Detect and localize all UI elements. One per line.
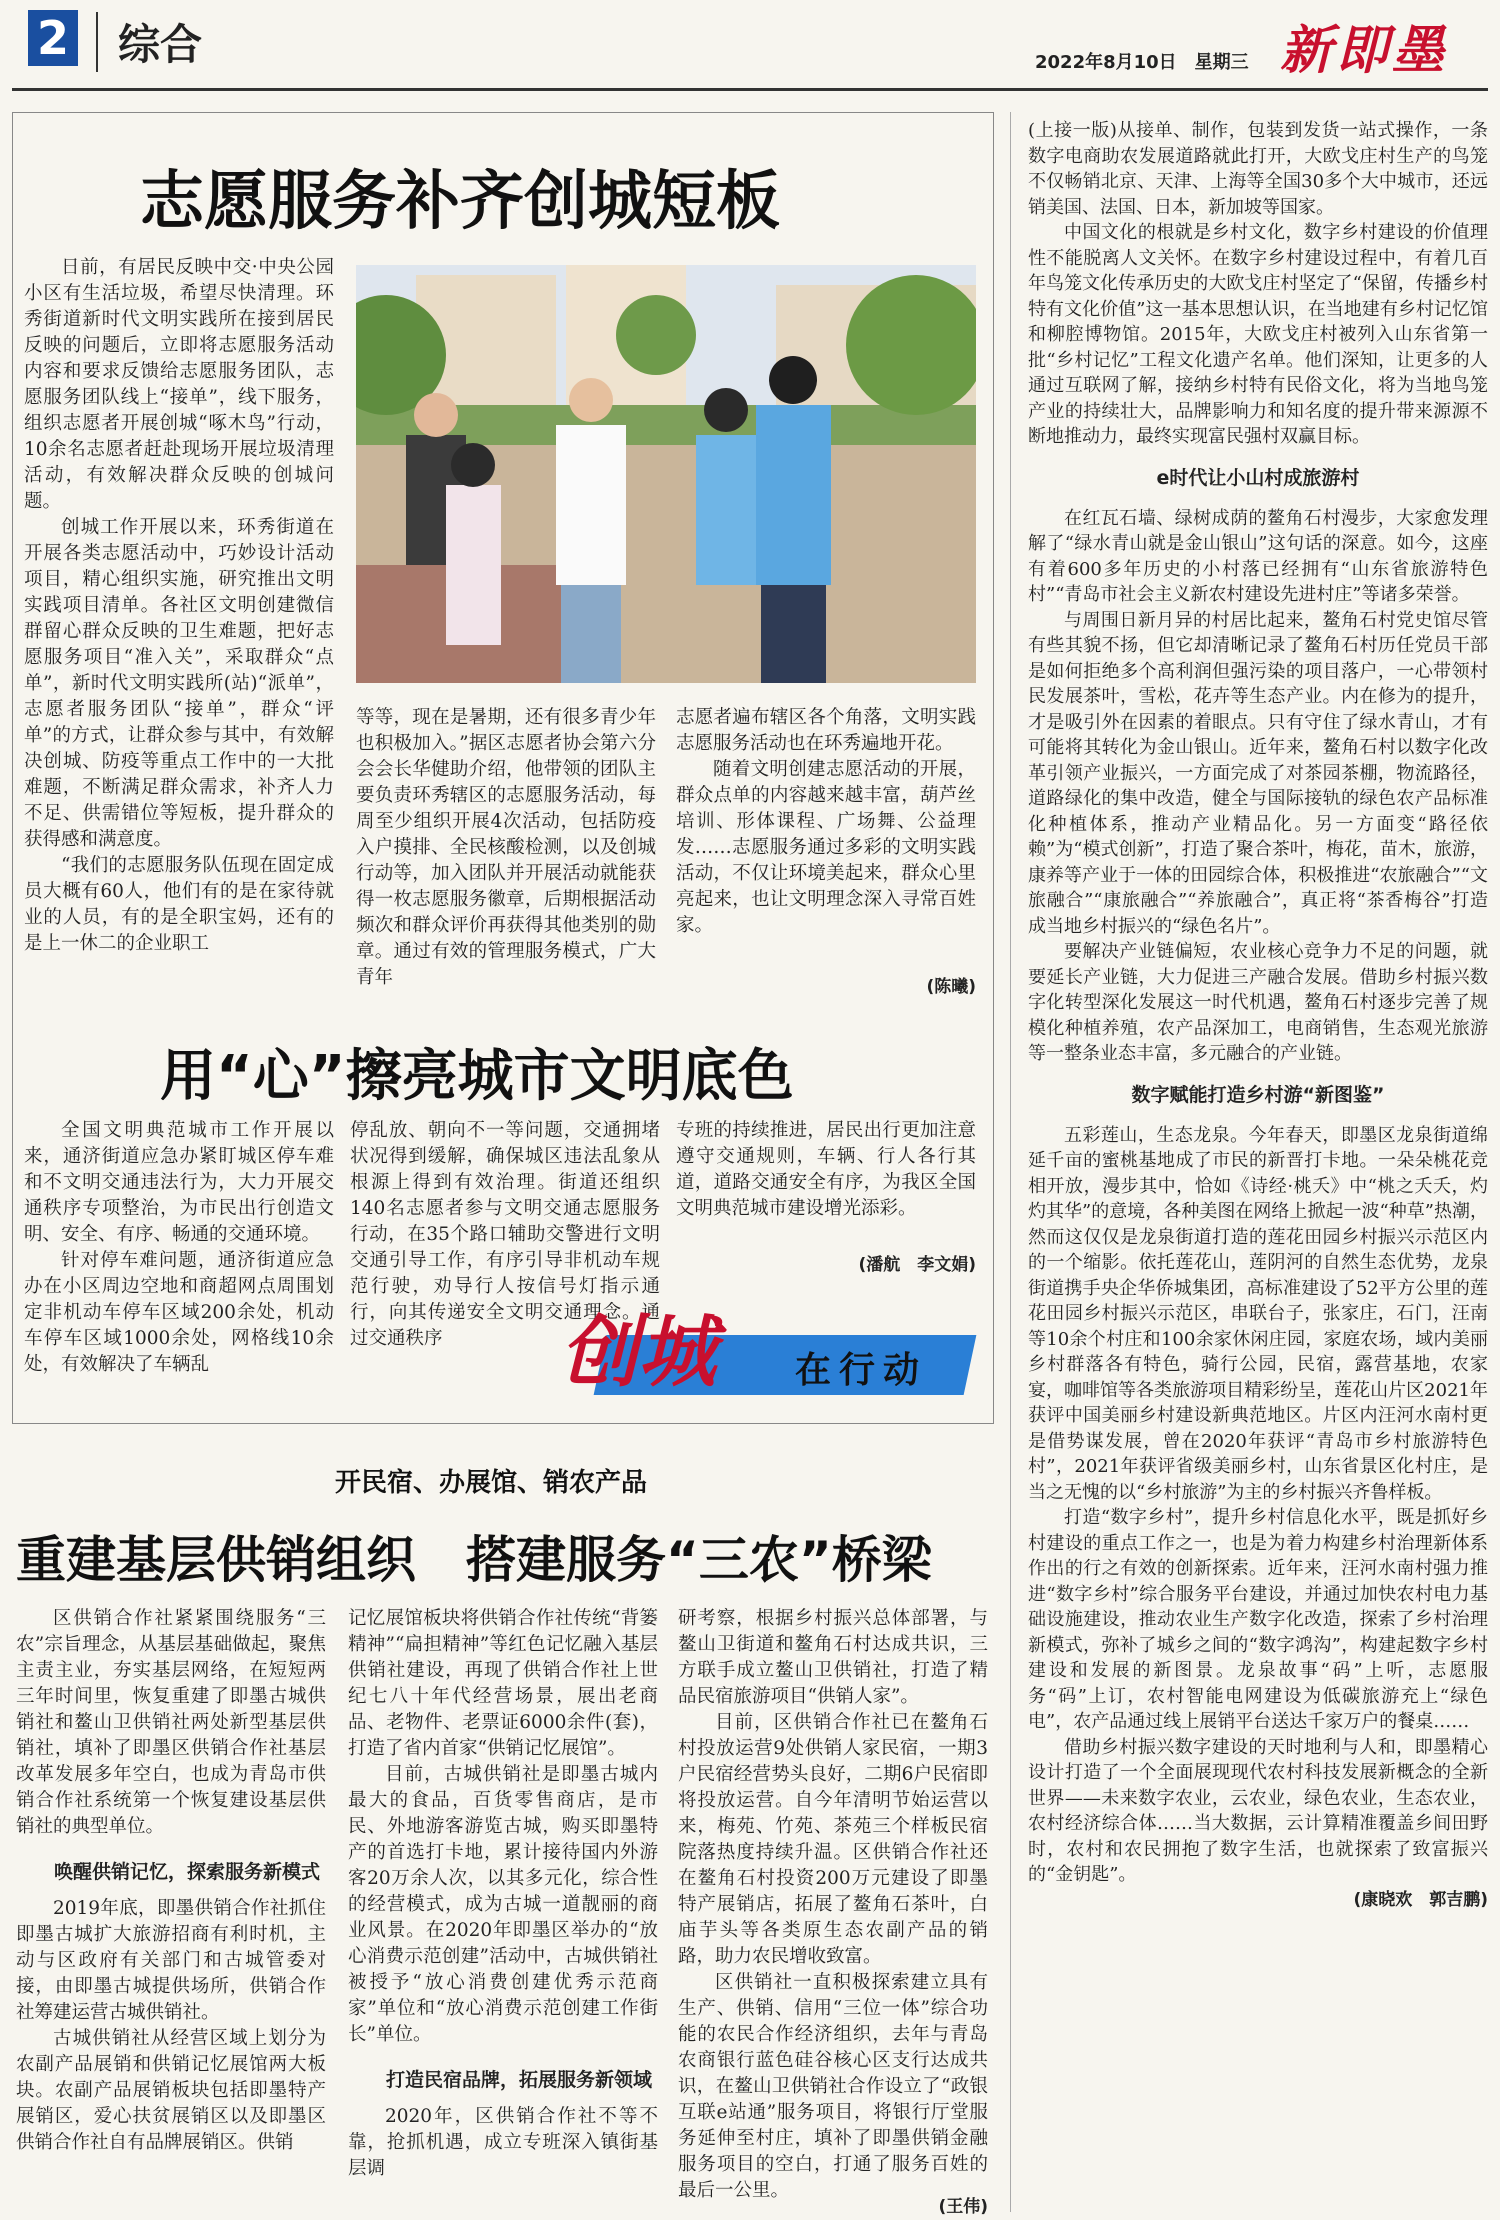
paragraph: 针对停车难问题，通济街道应急办在小区周边空地和商超网点周围划定非机动车停车区域200余处，机动车停车区域1000余处，网格线10余处，有效解决了车辆乱: [24, 1250, 334, 1375]
volunteer-photo: [356, 265, 976, 683]
photo-illustration: [356, 265, 976, 683]
article3-byline: (王伟): [938, 2197, 988, 2217]
paragraph: 随着文明创建志愿活动的开展，群众点单的内容越来越丰富，葫芦丝培训、形体课程、广场舞、公益理发……志愿服务通过多彩的文明实践活动，不仅让环境美起来，群众心里亮起来，也让文明理念深入寻常百姓家。: [676, 759, 976, 936]
article2-col1: [24, 1118, 334, 1378]
issue-date: 2022年8月10日 星期三: [1035, 52, 1249, 73]
paragraph: 研考察，根据乡村振兴总体部署，与鳌山卫街道和鳌角石村达成共识，三方联手成立鳌山卫供销社，打造了精品民宿旅游项目“供销人家”。: [678, 1608, 988, 1707]
paragraph: 等等，现在是暑期，还有很多青少年也积极加入。”据区志愿者协会第六分会会长华健助介绍，他带领的团队主要负责环秀辖区的志愿服务活动，每周至少组织开展4次活动，包括防疫入户摸排、全民核酸检测，以及创城行动等，加入团队并开展活动就能获得一枚志愿服务徽章，后期根据活动频次和群众评价再获得其他类别的勋章。通过有效的管理服务模式，广大青年: [356, 707, 656, 988]
article4-column: [1028, 118, 1488, 1913]
paragraph: 打造“数字乡村”，提升乡村信息化水平，既是抓好乡村建设的重点工作之一，也是为着力构建乡村治理新体系作出的行之有效的创新探索。近年来，汪河水南村强力推进“数字乡村”综合服务平台建设，并通过加快农村电力基础设施建设，推动农业生产数字化改造，探索了乡村治理新模式，弥补了城乡之间的“数字鸿沟”，构建起数字乡村建设和发展的新图景。龙泉故事“码”上听，志愿服务“码”上订，农村智能电网建设为低碳旅游充上“绿色电”，农产品通过线上展销平台送达千家万户的餐桌……: [1028, 1507, 1488, 1732]
article4-byline: (康晓欢 郭吉鹏): [1353, 1889, 1488, 1910]
page-number: 2: [28, 10, 78, 66]
article2-col3: [676, 1118, 976, 1222]
paragraph: 在红瓦石墙、绿树成荫的鳌角石村漫步，大家愈发理解了“绿水青山就是金山银山”这句话的深意。如今，这座有着600多年历史的小村落已经拥有“山东省旅游特色村”“青岛市社会主义新农村建设先进村庄”等诸多荣誉。: [1028, 507, 1488, 605]
paragraph: 2020年，区供销合作社不等不靠，抢抓机遇，成立专班深入镇街基层调: [348, 2106, 658, 2179]
article1-title: 志愿服务补齐创城短板: [140, 165, 780, 239]
paragraph: (上接一版)从接单、制作，包装到发货一站式操作，一条数字电商助农发展道路就此打开，大欧戈庄村生产的鸟笼不仅畅销北京、天津、上海等全国30多个大中城市，还远销美国、法国、日本，新加坡等国家。: [1028, 120, 1488, 218]
article2-byline: (潘航 李文娟): [858, 1255, 976, 1275]
paragraph: 目前，区供销合作社已在鳌角石村投放运营9处供销人家民宿，一期3户民宿经营势头良好，二期6户民宿即将投放运营。自今年清明节始运营以来，梅苑、竹苑、茶苑三个样板民宿院落热度持续升温。区供销合作社还在鳌角石村投资200万元建设了即墨特产展销店，拓展了鳌角石茶叶，白庙芋头等各类原生态农副产品的销路，助力农民增收致富。: [678, 1712, 988, 1967]
paragraph: 借助乡村振兴数字建设的天时地利与人和，即墨精心设计打造了一个全面展现现代农村科技发展新概念的全新世界——未来数字农业，云农业，绿色农业，生态农业，农村经济综合体……当大数据，云计算精准覆盖乡间田野时，农村和农民拥抱了数字生活，也就探索了致富振兴的“金钥匙”。: [1028, 1736, 1488, 1885]
paragraph: 与周围日新月异的村居比起来，鳌角石村党史馆尽管有些其貌不扬，但它却清晰记录了鳌角石村历任党员干部是如何拒绝多个高利润但强污染的项目落户，一心带领村民发展茶叶，雪松，花卉等生态产业。内在修为的提升，才是吸引外在因素的着眼点。只有守住了绿水青山，才有可能将其转化为金山银山。近年来，鳌角石村以数字化改革引领产业振兴，一方面完成了对茶园茶棚，物流路径，道路绿化的集中改造，健全与国际接轨的绿色农产品标准化种植体系，推动产业精品化。另一方面变“路径依赖”为“模式创新”，打造了聚合茶叶，梅花，苗木，旅游，康养等产业于一体的田园综合体，积极推进“农旅融合”“文旅融合”“康旅融合”“养旅融合”，真正将“茶香梅谷”打造成当地乡村振兴的“绿色名片”。: [1028, 609, 1488, 937]
logo-main-text: 创城: [560, 1307, 717, 1398]
masthead-logo: 新即墨: [1280, 20, 1449, 81]
paragraph: 中国文化的根就是乡村文化，数字乡村建设的价值理性不能脱离人文关怀。在数字乡村建设过程中，有着几百年鸟笼文化传承历史的大欧戈庄村坚定了“保留，传播乡村特有文化价值”这一基本思想认识，在当地建有乡村记忆馆和柳腔博物馆。2015年，大欧戈庄村被列入山东省第一批“乡村记忆”工程文化遗产名单。他们深知，让更多的人通过互联网了解，接纳乡村特有民俗文化，将为当地鸟笼产业的持续壮大，品牌影响力和知名度的提升带来源源不断地推动力，最终实现富民强村双赢目标。: [1028, 222, 1488, 447]
paragraph: 五彩莲山，生态龙泉。今年春天，即墨区龙泉街道绵延千亩的蜜桃基地成了市民的新晋打卡地。一朵朵桃花竞相开放，漫步其中，恰如《诗经·桃夭》中“桃之夭夭，灼灼其华”的意境，各种美图在网络上掀起一波“种草”热潮，然而这仅仅是龙泉街道打造的莲花田园乡村振兴示范区内的一个缩影。依托莲花山，莲阴河的自然生态优势，龙泉街道携手央企华侨城集团，高标准建设了52平方公里的莲花田园乡村振兴示范区，串联台子，张家庄，石门，汪南等10余个村庄和100余家休闲庄园，家庭农场，域内美丽乡村群落各有特色，骑行公园，民宿，露营基地，农家宴，咖啡馆等各类旅游项目精彩纷呈，莲花山片区2021年获评中国美丽乡村建设新典范地区。片区内汪河水南村更是借势谋发展，曾在2020年获评“青岛市乡村旅游特色村”，2021年获评省级美丽乡村，山东省景区化村庄，是当之无愧的以“乡村旅游”为主的乡村振兴齐鲁样板。: [1028, 1124, 1488, 1503]
article3-col1: [16, 1606, 326, 2156]
paragraph: 区供销社一直积极探索建立具有生产、供销、信用“三位一体”综合功能的农民合作经济组织，去年与青岛农商银行蓝色硅谷核心区支行达成共识，在鳌山卫供销社合作设立了“政银互联e站通”服务项目，将银行厅堂服务延伸至村庄，填补了即墨供销金融服务项目的空白，打通了服务百姓的最后一公里。: [678, 1972, 988, 2201]
article3-col3: [678, 1606, 988, 2204]
header-rule: [12, 88, 1488, 91]
article3-col2: [348, 1606, 658, 2182]
paragraph: 日前，有居民反映中交·中央公园小区有生活垃圾，希望尽快清理。环秀街道新时代文明实践所在接到居民反映的问题后，立即将志愿服务活动内容和要求反馈给志愿服务团队，志愿服务团队线上“接单”，线下服务，组织志愿者开展创城“啄木鸟”行动，10余名志愿者赶赴现场开展垃圾清理活动，有效解决群众反映的创城问题。: [24, 257, 334, 512]
paragraph: 2019年底，即墨供销合作社抓住即墨古城扩大旅游招商有利时机，主动与区政府有关部门和古城管委对接，由即墨古城提供场所，供销合作社筹建运营古城供销社。: [16, 1898, 326, 2023]
article4-subhead2: 数字赋能打造乡村游“新图鉴”: [1131, 1083, 1385, 1106]
article3-title: 重建基层供销组织 搭建服务“三农”桥梁: [16, 1531, 932, 1589]
paragraph: 记忆展馆板块将供销合作社传统“背篓精神”“扁担精神”等红色记忆融入基层供销社建设，再现了供销合作社上世纪七八十年代经营场景，展出老商品、老物件、老票证6000余件(套)，打造了省内首家“供销记忆展馆”。: [348, 1608, 658, 1759]
logo-sub-text: 在行动: [795, 1349, 928, 1391]
paragraph: 要解决产业链偏短，农业核心竞争力不足的问题，就要延长产业链，大力促进三产融合发展。借助乡村振兴数字化转型深化发展这一时代机遇，鳌角石村逐步完善了规模化种植养殖，农产品深加工，电商销售，生态观光旅游等一整条业态丰富，多元融合的产业链。: [1028, 941, 1488, 1064]
paragraph: 全国文明典范城市工作开展以来，通济街道应急办紧盯城区停车难和不文明交通违法行为，大力开展交通秩序专项整治，为市民出行创造文明、安全、有序、畅通的交通环境。: [24, 1120, 334, 1245]
paragraph: 专班的持续推进，居民出行更加注意遵守交通规则，车辆、行人各行其道，道路交通安全有序，为我区全国文明典范城市建设增光添彩。: [676, 1120, 976, 1219]
article4-subhead1: e时代让小山村成旅游村: [1156, 466, 1360, 489]
paragraph: 创城工作开展以来，环秀街道在开展各类志愿活动中，巧妙设计活动项目，精心组织实施，研究推出文明实践项目清单。各社区文明创建微信群留心群众反映的卫生难题，把好志愿服务项目“准入关”，采取群众“点单”，新时代文明实践所(站)“派单”，志愿者服务团队“接单”，群众“评单”的方式，让群众参与其中，有效解决创城、防疫等重点工作中的一大批难题，不断满足群众需求，补齐人力不足、供需错位等短板，提升群众的获得感和满意度。: [24, 517, 334, 850]
article3-kicker: 开民宿、办展馆、销农产品: [335, 1468, 648, 1498]
paragraph: 志愿者遍布辖区各个角落，文明实践志愿服务活动也在环秀遍地开花。: [676, 707, 976, 754]
paragraph: 目前，古城供销社是即墨古城内最大的食品，百货零售商店，是市民、外地游客游览古城，购买即墨特产的首选打卡地，累计接待国内外游客20万余人次，以其多元化，综合性的经营模式，成为古城一道靓丽的商业风景。在2020年即墨区举办的“放心消费示范创建”活动中，古城供销社被授予“放心消费创建优秀示范商家”单位和“放心消费示范创建工作街长”单位。: [348, 1764, 658, 2045]
article1-byline: (陈曦): [926, 977, 976, 997]
article3-subhead2: 打造民宿品牌，拓展服务新领域: [386, 2069, 653, 2091]
article1-col3: [676, 705, 976, 939]
paragraph: 区供销合作社紧紧围绕服务“三农”宗旨理念，从基层基础做起，聚焦主责主业，夯实基层网络，在短短两三年时间里，恢复重建了即墨古城供销社和鳌山卫供销社两处新型基层供销社，填补了即墨区供销合作社基层改革发展多年空白，也成为青岛市供销合作社系统第一个恢复建设基层供销社的典型单位。: [16, 1608, 326, 1837]
article1-col1: [24, 255, 334, 957]
chuangcheng-logo-banner: [560, 1290, 980, 1410]
header-divider: [96, 12, 98, 72]
article3-subhead1: 唤醒供销记忆，探索服务新模式: [54, 1861, 321, 1883]
paragraph: “我们的志愿服务队伍现在固定成员大概有60人，他们有的是在家待就业的人员，有的是全职宝妈，还有的是上一休二的企业职工: [24, 855, 334, 954]
article2-title: 用“心”擦亮城市文明底色: [160, 1044, 794, 1109]
paragraph: 停乱放、朝向不一等问题，交通拥堵状况得到缓解，确保城区违法乱象从根源上得到有效治理。街道还组织140名志愿者参与文明交通志愿服务行动，在35个路口辅助交警进行文明交通引导工作，有序引导非机动车规范行驶，劝导行人按信号灯指示通行，向其传递安全文明交通理念。通过交通秩序: [350, 1120, 660, 1349]
paragraph: 古城供销社从经营区域上划分为农副产品展销和供销记忆展馆两大板块。农副产品展销板块包括即墨特产展销区，爱心扶贫展销区以及即墨区供销合作社自有品牌展销区。供销: [16, 2028, 326, 2153]
column-divider: [1010, 112, 1011, 2212]
section-title: 综合: [118, 20, 203, 69]
article1-col2: [356, 705, 656, 991]
